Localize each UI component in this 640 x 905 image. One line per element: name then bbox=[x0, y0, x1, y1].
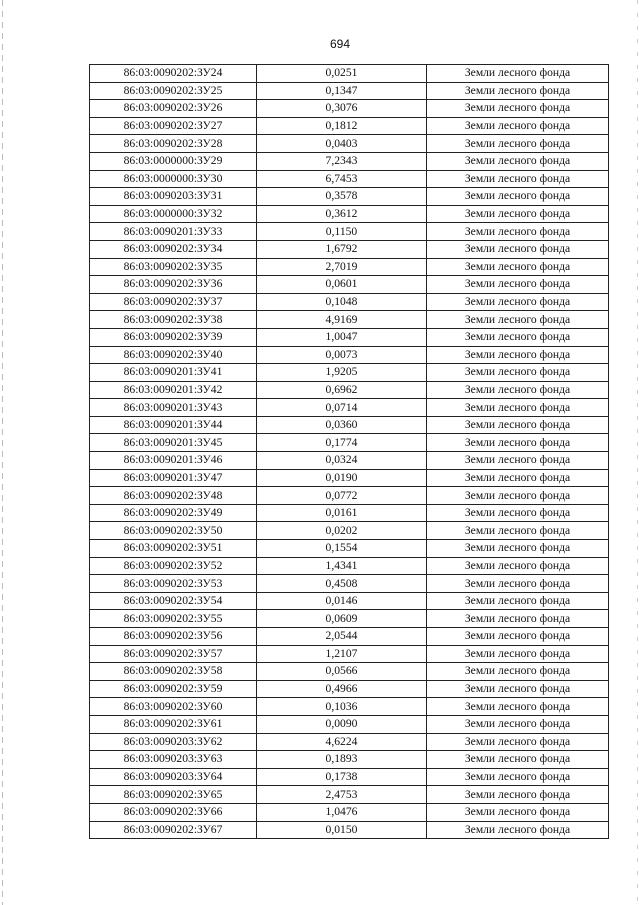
table-row bbox=[90, 592, 609, 610]
table-row bbox=[90, 540, 609, 558]
area-cell: 2,7019 bbox=[257, 258, 427, 276]
land-category-cell: Земли лесного фонда bbox=[427, 469, 609, 487]
table-row bbox=[90, 645, 609, 663]
land-category-cell: Земли лесного фонда bbox=[427, 223, 609, 241]
table-row bbox=[90, 311, 609, 329]
land-category-cell: Земли лесного фонда bbox=[427, 768, 609, 786]
table-row bbox=[90, 469, 609, 487]
cadastral-number-cell: 86:03:0090202:ЗУ37 bbox=[90, 293, 257, 311]
land-category-cell: Земли лесного фонда bbox=[427, 487, 609, 505]
area-cell: 0,1347 bbox=[257, 82, 427, 100]
table-row bbox=[90, 768, 609, 786]
cadastral-number-cell: 86:03:0090201:ЗУ33 bbox=[90, 223, 257, 241]
area-cell: 0,1812 bbox=[257, 117, 427, 135]
cadastral-number-cell: 86:03:0090202:ЗУ38 bbox=[90, 311, 257, 329]
area-cell: 0,3578 bbox=[257, 188, 427, 206]
table-row bbox=[90, 82, 609, 100]
land-category-cell: Земли лесного фонда bbox=[427, 557, 609, 575]
table-row bbox=[90, 258, 609, 276]
cadastral-number-cell: 86:03:0090202:ЗУ35 bbox=[90, 258, 257, 276]
cadastral-number-cell: 86:03:0090202:ЗУ52 bbox=[90, 557, 257, 575]
land-category-cell: Земли лесного фонда bbox=[427, 751, 609, 769]
land-category-cell: Земли лесного фонда bbox=[427, 680, 609, 698]
cadastral-number-cell: 86:03:0090202:ЗУ25 bbox=[90, 82, 257, 100]
land-category-cell: Земли лесного фонда bbox=[427, 152, 609, 170]
area-cell: 7,2343 bbox=[257, 152, 427, 170]
cadastral-number-cell: 86:03:0090202:ЗУ60 bbox=[90, 698, 257, 716]
table-row bbox=[90, 575, 609, 593]
cadastral-number-cell: 86:03:0090202:ЗУ55 bbox=[90, 610, 257, 628]
table-row bbox=[90, 152, 609, 170]
table-row bbox=[90, 715, 609, 733]
land-category-cell: Земли лесного фонда bbox=[427, 240, 609, 258]
area-cell: 0,1774 bbox=[257, 434, 427, 452]
table-row bbox=[90, 452, 609, 470]
cadastral-number-cell: 86:03:0090202:ЗУ24 bbox=[90, 65, 257, 83]
area-cell: 0,1150 bbox=[257, 223, 427, 241]
land-category-cell: Земли лесного фонда bbox=[427, 628, 609, 646]
area-cell: 1,4341 bbox=[257, 557, 427, 575]
area-cell: 1,0047 bbox=[257, 328, 427, 346]
area-cell: 0,0190 bbox=[257, 469, 427, 487]
land-category-cell: Земли лесного фонда bbox=[427, 698, 609, 716]
area-cell: 4,9169 bbox=[257, 311, 427, 329]
land-category-cell: Земли лесного фонда bbox=[427, 522, 609, 540]
area-cell: 1,0476 bbox=[257, 803, 427, 821]
land-category-cell: Земли лесного фонда bbox=[427, 381, 609, 399]
table-row bbox=[90, 364, 609, 382]
land-category-cell: Земли лесного фонда bbox=[427, 258, 609, 276]
area-cell: 0,0073 bbox=[257, 346, 427, 364]
table-row bbox=[90, 346, 609, 364]
area-cell: 0,0403 bbox=[257, 135, 427, 153]
area-cell: 0,1893 bbox=[257, 751, 427, 769]
table-row bbox=[90, 170, 609, 188]
area-cell: 4,6224 bbox=[257, 733, 427, 751]
land-category-cell: Земли лесного фонда bbox=[427, 540, 609, 558]
cadastral-number-cell: 86:03:0090202:ЗУ56 bbox=[90, 628, 257, 646]
cadastral-number-cell: 86:03:0090201:ЗУ46 bbox=[90, 452, 257, 470]
cadastral-number-cell: 86:03:0090203:ЗУ31 bbox=[90, 188, 257, 206]
area-cell: 2,0544 bbox=[257, 628, 427, 646]
land-category-cell: Земли лесного фонда bbox=[427, 364, 609, 382]
area-cell: 1,9205 bbox=[257, 364, 427, 382]
table-row bbox=[90, 100, 609, 118]
area-cell: 0,4508 bbox=[257, 575, 427, 593]
table-row bbox=[90, 821, 609, 839]
area-cell: 0,3076 bbox=[257, 100, 427, 118]
table-row bbox=[90, 276, 609, 294]
cadastral-number-cell: 86:03:0090202:ЗУ53 bbox=[90, 575, 257, 593]
land-category-cell: Земли лесного фонда bbox=[427, 399, 609, 417]
table-row bbox=[90, 663, 609, 681]
land-category-cell: Земли лесного фонда bbox=[427, 663, 609, 681]
cadastral-number-cell: 86:03:0090202:ЗУ51 bbox=[90, 540, 257, 558]
cadastral-number-cell: 86:03:0000000:ЗУ29 bbox=[90, 152, 257, 170]
area-cell: 1,2107 bbox=[257, 645, 427, 663]
table-row bbox=[90, 117, 609, 135]
land-category-cell: Земли лесного фонда bbox=[427, 645, 609, 663]
table-row bbox=[90, 65, 609, 83]
cadastral-number-cell: 86:03:0000000:ЗУ32 bbox=[90, 205, 257, 223]
page-number: 694 bbox=[329, 37, 351, 51]
land-category-cell: Земли лесного фонда bbox=[427, 170, 609, 188]
cadastral-number-cell: 86:03:0090202:ЗУ59 bbox=[90, 680, 257, 698]
table-row bbox=[90, 416, 609, 434]
table-row bbox=[90, 293, 609, 311]
cadastral-number-cell: 86:03:0090203:ЗУ63 bbox=[90, 751, 257, 769]
area-cell: 0,4966 bbox=[257, 680, 427, 698]
cadastral-number-cell: 86:03:0090201:ЗУ44 bbox=[90, 416, 257, 434]
table-row bbox=[90, 698, 609, 716]
area-cell: 0,0566 bbox=[257, 663, 427, 681]
land-category-cell: Земли лесного фонда bbox=[427, 803, 609, 821]
cadastral-number-cell: 86:03:0090202:ЗУ48 bbox=[90, 487, 257, 505]
area-cell: 0,0161 bbox=[257, 504, 427, 522]
cadastral-number-cell: 86:03:0090202:ЗУ57 bbox=[90, 645, 257, 663]
cadastral-number-cell: 86:03:0090202:ЗУ65 bbox=[90, 786, 257, 804]
cadastral-number-cell: 86:03:0090202:ЗУ50 bbox=[90, 522, 257, 540]
land-plots-table bbox=[89, 64, 609, 839]
cadastral-number-cell: 86:03:0090202:ЗУ36 bbox=[90, 276, 257, 294]
area-cell: 0,3612 bbox=[257, 205, 427, 223]
cadastral-number-cell: 86:03:0090203:ЗУ62 bbox=[90, 733, 257, 751]
cadastral-number-cell: 86:03:0090202:ЗУ40 bbox=[90, 346, 257, 364]
area-cell: 0,1036 bbox=[257, 698, 427, 716]
land-category-cell: Земли лесного фонда bbox=[427, 434, 609, 452]
land-category-cell: Земли лесного фонда bbox=[427, 188, 609, 206]
land-category-cell: Земли лесного фонда bbox=[427, 575, 609, 593]
cadastral-number-cell: 86:03:0090202:ЗУ27 bbox=[90, 117, 257, 135]
cadastral-number-cell: 86:03:0090202:ЗУ58 bbox=[90, 663, 257, 681]
cadastral-number-cell: 86:03:0000000:ЗУ30 bbox=[90, 170, 257, 188]
table-body bbox=[90, 65, 609, 839]
land-category-cell: Земли лесного фонда bbox=[427, 311, 609, 329]
cadastral-number-cell: 86:03:0090201:ЗУ47 bbox=[90, 469, 257, 487]
table-row bbox=[90, 522, 609, 540]
table-row bbox=[90, 434, 609, 452]
area-cell: 0,0150 bbox=[257, 821, 427, 839]
land-category-cell: Земли лесного фонда bbox=[427, 715, 609, 733]
area-cell: 0,1048 bbox=[257, 293, 427, 311]
table-row bbox=[90, 786, 609, 804]
cadastral-number-cell: 86:03:0090202:ЗУ34 bbox=[90, 240, 257, 258]
area-cell: 0,0609 bbox=[257, 610, 427, 628]
table-row bbox=[90, 733, 609, 751]
land-category-cell: Земли лесного фонда bbox=[427, 100, 609, 118]
table-row bbox=[90, 328, 609, 346]
area-cell: 0,1738 bbox=[257, 768, 427, 786]
area-cell: 0,0714 bbox=[257, 399, 427, 417]
cadastral-number-cell: 86:03:0090202:ЗУ28 bbox=[90, 135, 257, 153]
table-row bbox=[90, 628, 609, 646]
cadastral-number-cell: 86:03:0090201:ЗУ41 bbox=[90, 364, 257, 382]
land-category-cell: Земли лесного фонда bbox=[427, 733, 609, 751]
cadastral-number-cell: 86:03:0090201:ЗУ43 bbox=[90, 399, 257, 417]
area-cell: 0,0324 bbox=[257, 452, 427, 470]
area-cell: 0,6962 bbox=[257, 381, 427, 399]
area-cell: 1,6792 bbox=[257, 240, 427, 258]
table-row bbox=[90, 803, 609, 821]
cadastral-number-cell: 86:03:0090202:ЗУ66 bbox=[90, 803, 257, 821]
land-category-cell: Земли лесного фонда bbox=[427, 117, 609, 135]
cadastral-number-cell: 86:03:0090202:ЗУ61 bbox=[90, 715, 257, 733]
table-row bbox=[90, 188, 609, 206]
area-cell: 0,0202 bbox=[257, 522, 427, 540]
table-row bbox=[90, 381, 609, 399]
land-category-cell: Земли лесного фонда bbox=[427, 346, 609, 364]
area-cell: 0,0090 bbox=[257, 715, 427, 733]
cadastral-number-cell: 86:03:0090202:ЗУ39 bbox=[90, 328, 257, 346]
land-category-cell: Земли лесного фонда bbox=[427, 416, 609, 434]
area-cell: 0,0772 bbox=[257, 487, 427, 505]
land-category-cell: Земли лесного фонда bbox=[427, 504, 609, 522]
table-row bbox=[90, 680, 609, 698]
area-cell: 0,0360 bbox=[257, 416, 427, 434]
table-row bbox=[90, 223, 609, 241]
area-cell: 0,0146 bbox=[257, 592, 427, 610]
cadastral-number-cell: 86:03:0090201:ЗУ45 bbox=[90, 434, 257, 452]
land-category-cell: Земли лесного фонда bbox=[427, 82, 609, 100]
land-category-cell: Земли лесного фонда bbox=[427, 205, 609, 223]
scan-edge-right bbox=[637, 0, 638, 905]
table-row bbox=[90, 487, 609, 505]
table-row bbox=[90, 751, 609, 769]
scan-edge-left bbox=[2, 0, 3, 905]
land-category-cell: Земли лесного фонда bbox=[427, 452, 609, 470]
cadastral-number-cell: 86:03:0090202:ЗУ67 bbox=[90, 821, 257, 839]
table-row bbox=[90, 504, 609, 522]
table-row bbox=[90, 135, 609, 153]
cadastral-number-cell: 86:03:0090202:ЗУ54 bbox=[90, 592, 257, 610]
land-category-cell: Земли лесного фонда bbox=[427, 293, 609, 311]
area-cell: 0,1554 bbox=[257, 540, 427, 558]
land-category-cell: Земли лесного фонда bbox=[427, 65, 609, 83]
cadastral-number-cell: 86:03:0090202:ЗУ49 bbox=[90, 504, 257, 522]
land-category-cell: Земли лесного фонда bbox=[427, 821, 609, 839]
land-category-cell: Земли лесного фонда bbox=[427, 276, 609, 294]
land-category-cell: Земли лесного фонда bbox=[427, 610, 609, 628]
table-row bbox=[90, 610, 609, 628]
cadastral-number-cell: 86:03:0090203:ЗУ64 bbox=[90, 768, 257, 786]
land-category-cell: Земли лесного фонда bbox=[427, 592, 609, 610]
area-cell: 6,7453 bbox=[257, 170, 427, 188]
table-row bbox=[90, 205, 609, 223]
land-category-cell: Земли лесного фонда bbox=[427, 328, 609, 346]
land-category-cell: Земли лесного фонда bbox=[427, 786, 609, 804]
area-cell: 0,0251 bbox=[257, 65, 427, 83]
cadastral-number-cell: 86:03:0090202:ЗУ26 bbox=[90, 100, 257, 118]
land-category-cell: Земли лесного фонда bbox=[427, 135, 609, 153]
table-row bbox=[90, 557, 609, 575]
table-row bbox=[90, 240, 609, 258]
cadastral-number-cell: 86:03:0090201:ЗУ42 bbox=[90, 381, 257, 399]
area-cell: 0,0601 bbox=[257, 276, 427, 294]
table-row bbox=[90, 399, 609, 417]
area-cell: 2,4753 bbox=[257, 786, 427, 804]
